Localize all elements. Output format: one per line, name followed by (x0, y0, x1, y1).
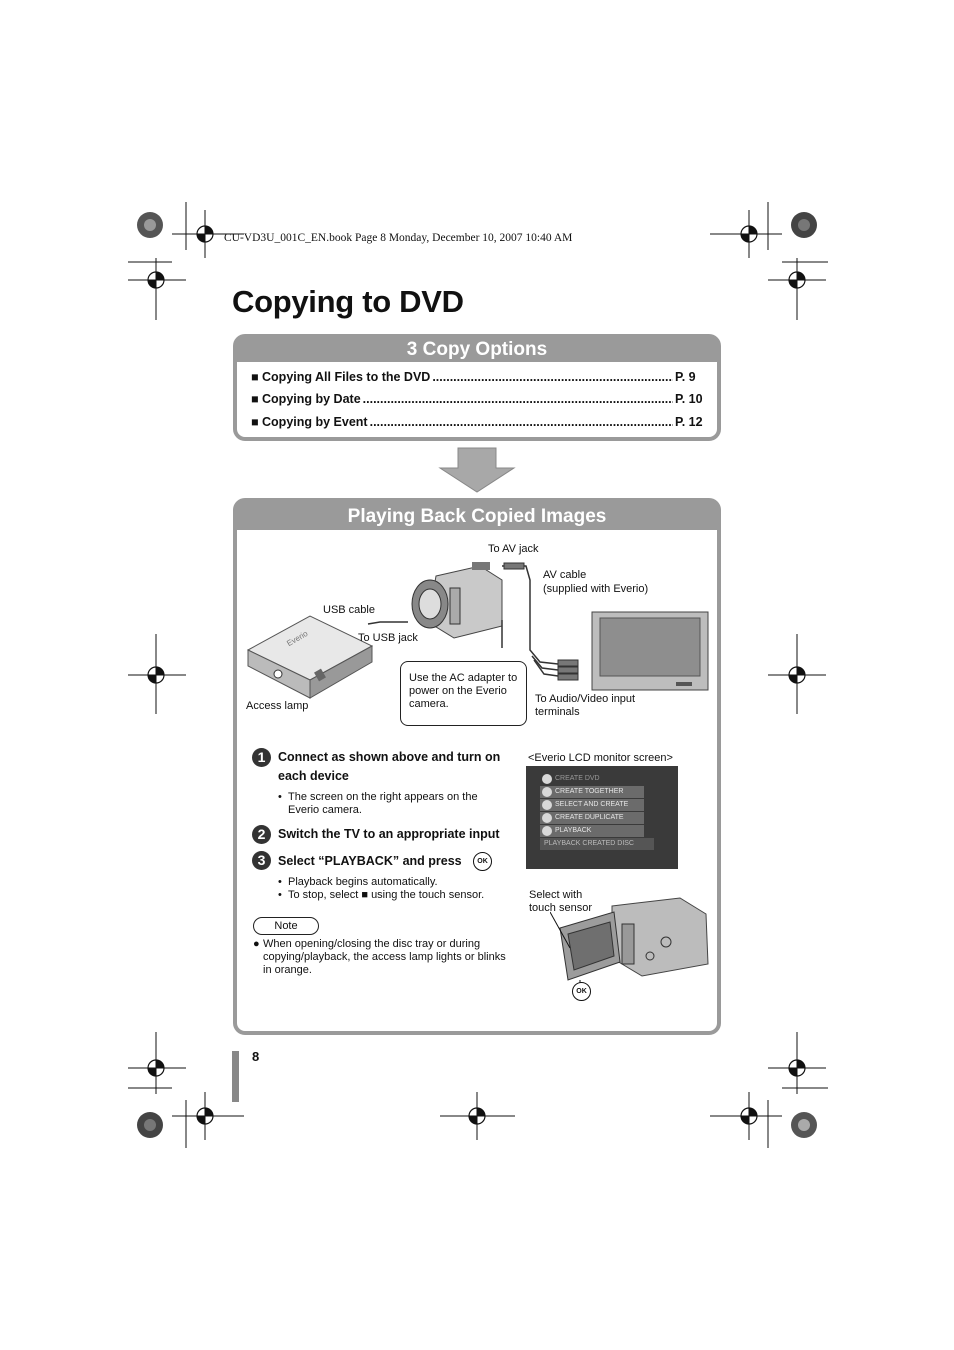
step-text: Select “PLAYBACK” and press (278, 854, 462, 868)
disc-icon (542, 774, 552, 784)
menu-item-label: PLAYBACK (555, 827, 592, 834)
disc-icon (542, 826, 552, 836)
tv-icon (592, 612, 708, 690)
note-label: Note (253, 917, 319, 935)
step3-bullet: To stop, select ■ using the touch sensor. (288, 889, 485, 901)
page-title: Copying to DVD (232, 284, 464, 319)
bullet-dot: • (278, 791, 282, 803)
step-text: Switch the TV to an appropriate input (278, 827, 500, 841)
step3-bullet: Playback begins automatically. (288, 876, 438, 888)
ok-button-icon: OK (572, 982, 591, 1001)
ac-adapter-callout: Use the AC adapter to power on the Everio camera. (400, 661, 527, 726)
toc-dots (363, 392, 673, 410)
lcd-menu-screen (526, 766, 678, 869)
disc-icon (542, 813, 552, 823)
menu-item-label: PLAYBACK CREATED DISC (544, 840, 634, 847)
file-info-header: CU-VD3U_001C_EN.book Page 8 Monday, December 10, 2007 10:40 AM (224, 232, 573, 244)
toc-row[interactable] (251, 415, 705, 433)
page-edge-bar (232, 1051, 239, 1102)
step-text: Connect as shown above and turn on each device (278, 750, 501, 783)
step1-bullet: The screen on the right appears on the Everio camera. (288, 791, 478, 816)
monitor-caption: <Everio LCD monitor screen> (528, 752, 673, 764)
to-av-jack-label: To AV jack (488, 543, 539, 555)
toc-label: ■ Copying by Event (251, 415, 368, 429)
menu-item-label: CREATE DVD (555, 775, 600, 782)
drive-brand-logo: Everio (285, 628, 310, 649)
note-text: When opening/closing the disc tray or during copying/playback, the access lamp lights or blinks in orange. (263, 938, 506, 976)
to-av-input-sub-label: terminals (535, 706, 580, 718)
menu-item[interactable] (540, 786, 644, 798)
copy-options-panel (233, 334, 721, 441)
playback-heading: Playing Back Copied Images (237, 502, 717, 530)
menu-item[interactable] (540, 838, 654, 850)
disc-icon (542, 787, 552, 797)
bullet-dot: • (278, 876, 282, 888)
toc-dots (432, 370, 673, 388)
step-number: 2 (252, 825, 271, 844)
page-number: 8 (252, 1049, 260, 1064)
toc-page: P. 9 (675, 370, 696, 384)
av-cable-label: AV cable (543, 569, 587, 581)
toc-page: P. 12 (675, 415, 703, 429)
bullet-dot: ● (253, 938, 260, 950)
touch-sensor-sub-label: touch sensor (529, 902, 592, 914)
step-number: 3 (252, 851, 271, 870)
access-lamp-label: Access lamp (246, 700, 309, 712)
down-arrow-icon (438, 446, 518, 494)
bullet-dot: • (278, 889, 282, 901)
menu-item[interactable] (540, 825, 644, 837)
toc-label: ■ Copying All Files to the DVD (251, 370, 431, 384)
ok-button-icon: OK (473, 852, 492, 871)
touch-sensor-label: Select with (529, 889, 583, 901)
copy-options-heading: 3 Copy Options (237, 338, 717, 362)
menu-item-label: CREATE DUPLICATE (555, 814, 624, 821)
menu-item-label: SELECT AND CREATE (555, 801, 629, 808)
dvd-burner-icon (248, 616, 372, 698)
usb-cable-label: USB cable (323, 604, 375, 616)
menu-item[interactable] (540, 799, 644, 811)
menu-item-label: CREATE TOGETHER (555, 788, 624, 795)
toc-label: ■ Copying by Date (251, 392, 361, 406)
camcorder-icon (412, 562, 502, 638)
step-number: 1 (252, 748, 271, 767)
to-av-input-label: To Audio/Video input (535, 693, 636, 705)
toc-row[interactable] (251, 370, 705, 388)
av-cable-sub-label: (supplied with Everio) (543, 583, 649, 595)
menu-item[interactable] (540, 812, 644, 824)
menu-item[interactable] (540, 773, 644, 785)
toc-row[interactable] (251, 392, 705, 410)
toc-dots (370, 415, 673, 433)
toc-page: P. 10 (675, 392, 703, 406)
to-usb-jack-label: To USB jack (358, 632, 418, 644)
disc-icon (542, 800, 552, 810)
